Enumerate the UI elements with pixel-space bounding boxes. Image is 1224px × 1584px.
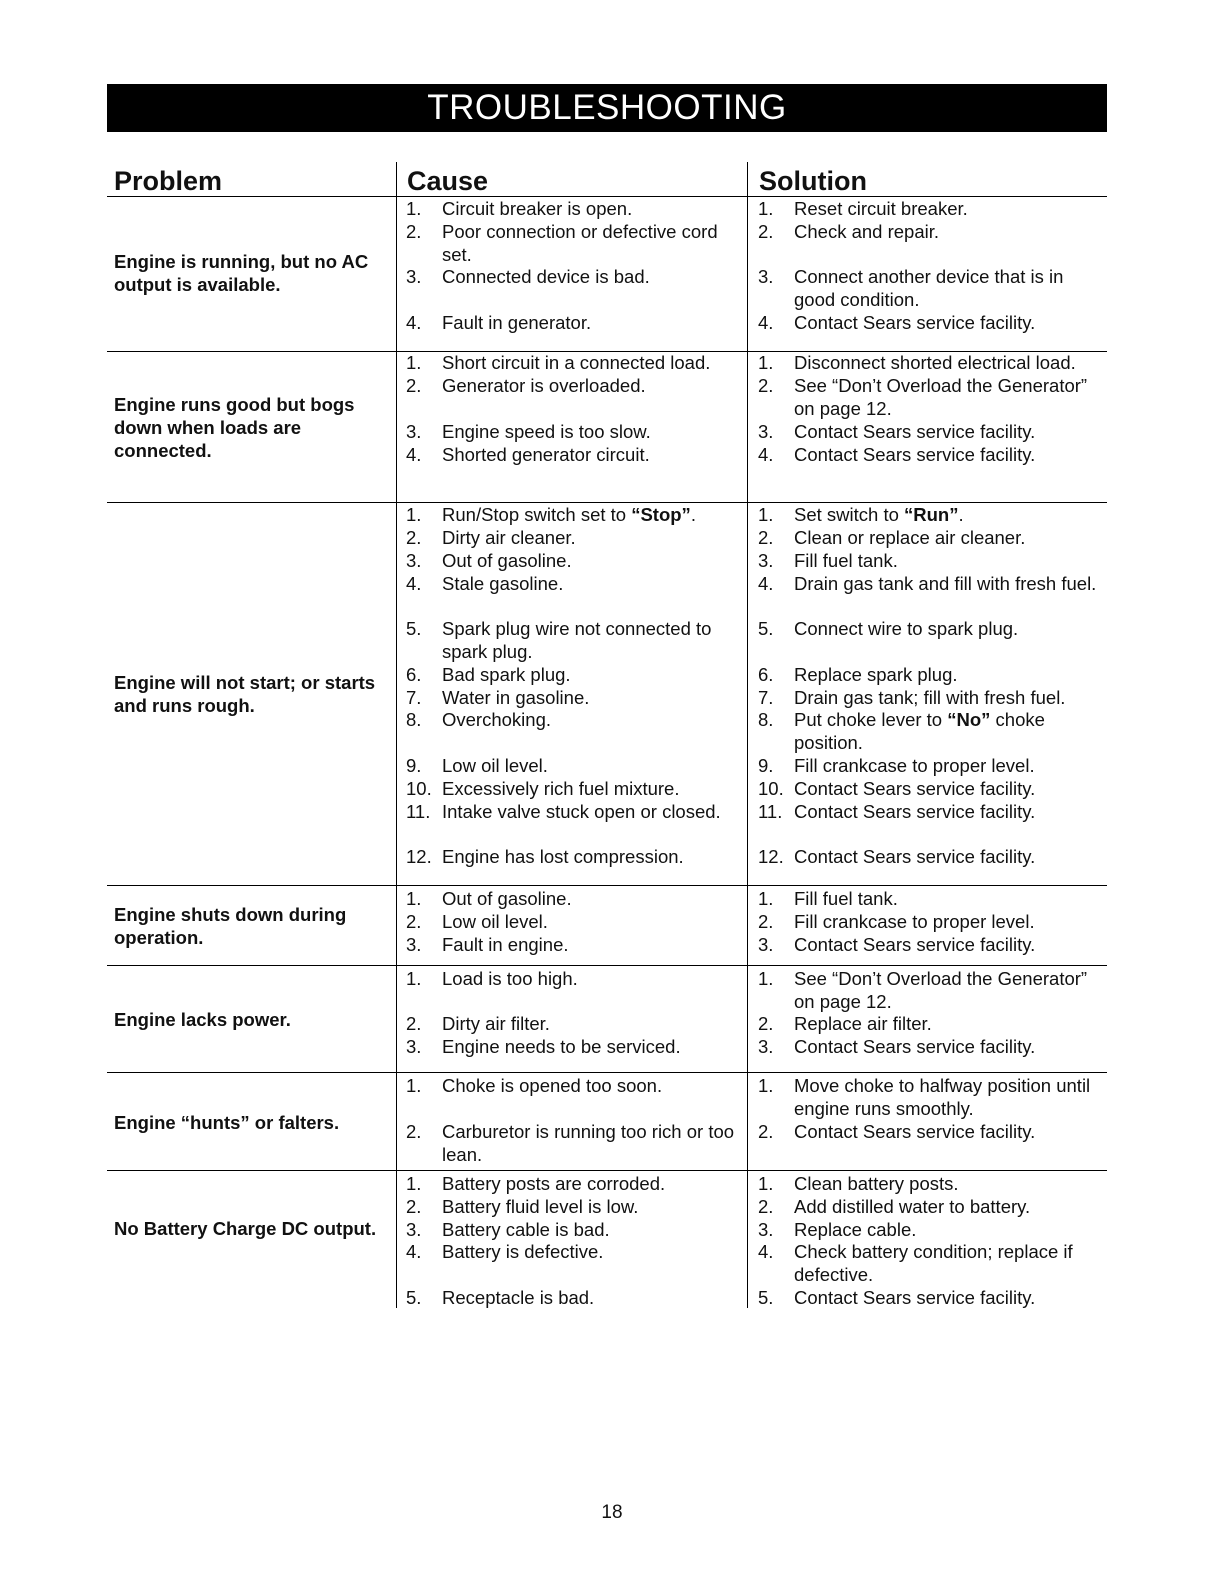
item-text: Reset circuit breaker. [794,198,968,219]
item-text: Clean or replace air cleaner. [794,527,1026,548]
header-solution: Solution [759,166,867,196]
item-number: 11. [758,801,783,822]
item-text: Generator is overloaded. [442,375,646,396]
item-number: 1. [406,1075,422,1096]
row-divider [107,965,1107,966]
item-number: 1. [758,1075,774,1096]
item-text: Out of gasoline. [442,888,572,909]
item-number: 1. [758,198,774,219]
header-problem: Problem [114,166,223,196]
item-number: 3. [758,550,774,571]
item-text: Receptacle is bad. [442,1287,595,1308]
item-number: 2. [758,375,774,396]
item-number: 10. [758,778,784,799]
item-text: Intake valve stuck open or closed. [442,801,721,822]
item-text: Add distilled water to battery. [794,1196,1031,1217]
item-number: 4. [406,1241,422,1262]
item-number: 6. [758,664,774,685]
item-text: Fault in generator. [442,312,592,333]
item-text: Engine speed is too slow. [442,421,651,442]
item-number: 2. [406,375,422,396]
problem-text: Engine “hunts” or falters. [114,1112,340,1133]
item-number: 3. [406,550,422,571]
item-number: 1. [406,968,422,989]
item-number: 2. [406,221,422,242]
item-text: Check battery condition; replace if defective. [794,1241,1073,1285]
item-text: Contact Sears service facility. [794,1036,1036,1057]
item-number: 1. [406,504,422,525]
item-text: Connect wire to spark plug. [794,618,1019,639]
item-text: Contact Sears service facility. [794,312,1036,333]
item-number: 1. [758,504,774,525]
item-text: Fault in engine. [442,934,569,955]
page-title: TROUBLESHOOTING [107,84,1107,132]
item-text: Load is too high. [442,968,578,989]
item-text: Excessively rich fuel mixture. [442,778,680,799]
item-text: Circuit breaker is open. [442,198,633,219]
item-text: Set switch to “Run”. [794,504,964,525]
item-number: 5. [758,1287,774,1308]
item-number: 1. [758,1173,774,1194]
item-text: Disconnect shorted electrical load. [794,352,1076,373]
item-text: Battery posts are corroded. [442,1173,666,1194]
item-text: Out of gasoline. [442,550,572,571]
item-text: Contact Sears service facility. [794,846,1036,867]
item-text: Engine has lost compression. [442,846,684,867]
item-number: 1. [406,198,422,219]
problem-text: Engine shuts down during operation. [114,904,347,948]
problem-text: Engine lacks power. [114,1009,291,1030]
item-number: 3. [758,421,774,442]
item-text: Check and repair. [794,221,940,242]
item-number: 2. [758,221,774,242]
item-number: 2. [758,911,774,932]
item-text: Carburetor is running too rich or too lean. [442,1121,735,1165]
item-number: 2. [758,527,774,548]
item-text: Contact Sears service facility. [794,421,1036,442]
item-text: Run/Stop switch set to “Stop”. [442,504,696,525]
row-divider [107,1170,1107,1171]
problem-text: Engine runs good but bogs down when loads are connected. [114,394,355,461]
header-cause: Cause [407,166,489,196]
item-text: Choke is opened too soon. [442,1075,663,1096]
item-text: Low oil level. [442,911,548,932]
item-number: 2. [758,1121,774,1142]
item-text: Replace air filter. [794,1013,932,1034]
item-text: Fill crankcase to proper level. [794,755,1035,776]
item-number: 4. [406,444,422,465]
item-text: Contact Sears service facility. [794,934,1036,955]
item-number: 12. [406,846,432,867]
item-text: Move choke to halfway position until engine runs smoothly. [794,1075,1091,1119]
item-number: 1. [406,888,422,909]
item-number: 3. [406,421,422,442]
item-number: 2. [758,1013,774,1034]
item-text: Short circuit in a connected load. [442,352,711,373]
item-number: 3. [758,1036,774,1057]
item-text: Clean battery posts. [794,1173,959,1194]
item-number: 8. [406,709,422,730]
item-number: 3. [758,934,774,955]
item-number: 5. [758,618,774,639]
item-text: Battery cable is bad. [442,1219,610,1240]
item-text: Battery is defective. [442,1241,604,1262]
item-number: 2. [406,1013,422,1034]
item-text: Dirty air filter. [442,1013,550,1034]
item-text: Overchoking. [442,709,551,730]
item-text: Replace cable. [794,1219,917,1240]
item-number: 2. [406,1121,422,1142]
item-text: Put choke lever to “No” choke position. [794,709,1045,753]
item-number: 3. [406,266,422,287]
column-divider-solution [747,162,748,1308]
item-number: 2. [758,1196,774,1217]
item-text: See “Don’t Overload the Generator” on page 12. [794,968,1088,1012]
item-number: 5. [406,618,422,639]
item-text: See “Don’t Overload the Generator” on page 12. [794,375,1088,419]
row-divider [107,1072,1107,1073]
item-text: Battery fluid level is low. [442,1196,639,1217]
item-text: Contact Sears service facility. [794,801,1036,822]
item-number: 1. [758,888,774,909]
item-text: Drain gas tank and fill with fresh fuel. [794,573,1097,594]
item-number: 9. [406,755,422,776]
item-number: 3. [406,934,422,955]
item-text: Fill fuel tank. [794,550,898,571]
item-number: 5. [406,1287,422,1308]
problem-text: Engine is running, but no AC output is available. [114,251,369,295]
item-number: 1. [406,352,422,373]
item-text: Fill fuel tank. [794,888,898,909]
item-number: 2. [406,911,422,932]
item-number: 3. [406,1036,422,1057]
item-text: Fill crankcase to proper level. [794,911,1035,932]
column-divider-cause [396,162,397,1308]
item-number: 4. [758,444,774,465]
item-number: 1. [406,1173,422,1194]
item-number: 4. [758,573,774,594]
item-number: 2. [406,1196,422,1217]
item-number: 4. [406,573,422,594]
item-number: 7. [406,687,422,708]
problem-text: Engine will not start; or starts and runs rough. [114,672,376,716]
item-number: 1. [758,968,774,989]
item-number: 9. [758,755,774,776]
item-text: Drain gas tank; fill with fresh fuel. [794,687,1066,708]
item-text: Dirty air cleaner. [442,527,576,548]
item-text: Contact Sears service facility. [794,1121,1036,1142]
item-number: 3. [758,1219,774,1240]
item-text: Engine needs to be serviced. [442,1036,681,1057]
item-text: Connected device is bad. [442,266,650,287]
item-number: 12. [758,846,784,867]
row-divider [107,885,1107,886]
item-text: Connect another device that is in good condition. [794,266,1064,310]
item-text: Poor connection or defective cord set. [442,221,718,265]
item-number: 4. [758,312,774,333]
item-number: 3. [406,1219,422,1240]
item-text: Contact Sears service facility. [794,778,1036,799]
item-text: Stale gasoline. [442,573,564,594]
problem-text: No Battery Charge DC output. [114,1218,377,1239]
item-number: 4. [406,312,422,333]
item-text: Replace spark plug. [794,664,958,685]
item-number: 3. [758,266,774,287]
page-number: 18 [601,1502,623,1523]
item-text: Spark plug wire not connected to spark plug. [442,618,712,662]
item-text: Low oil level. [442,755,548,776]
item-text: Contact Sears service facility. [794,1287,1036,1308]
item-number: 6. [406,664,422,685]
item-number: 4. [758,1241,774,1262]
item-text: Water in gasoline. [442,687,590,708]
item-number: 1. [758,352,774,373]
item-number: 11. [406,801,431,822]
item-number: 10. [406,778,432,799]
item-text: Contact Sears service facility. [794,444,1036,465]
item-number: 2. [406,527,422,548]
item-number: 7. [758,687,774,708]
item-text: Shorted generator circuit. [442,444,650,465]
item-text: Bad spark plug. [442,664,571,685]
item-number: 8. [758,709,774,730]
